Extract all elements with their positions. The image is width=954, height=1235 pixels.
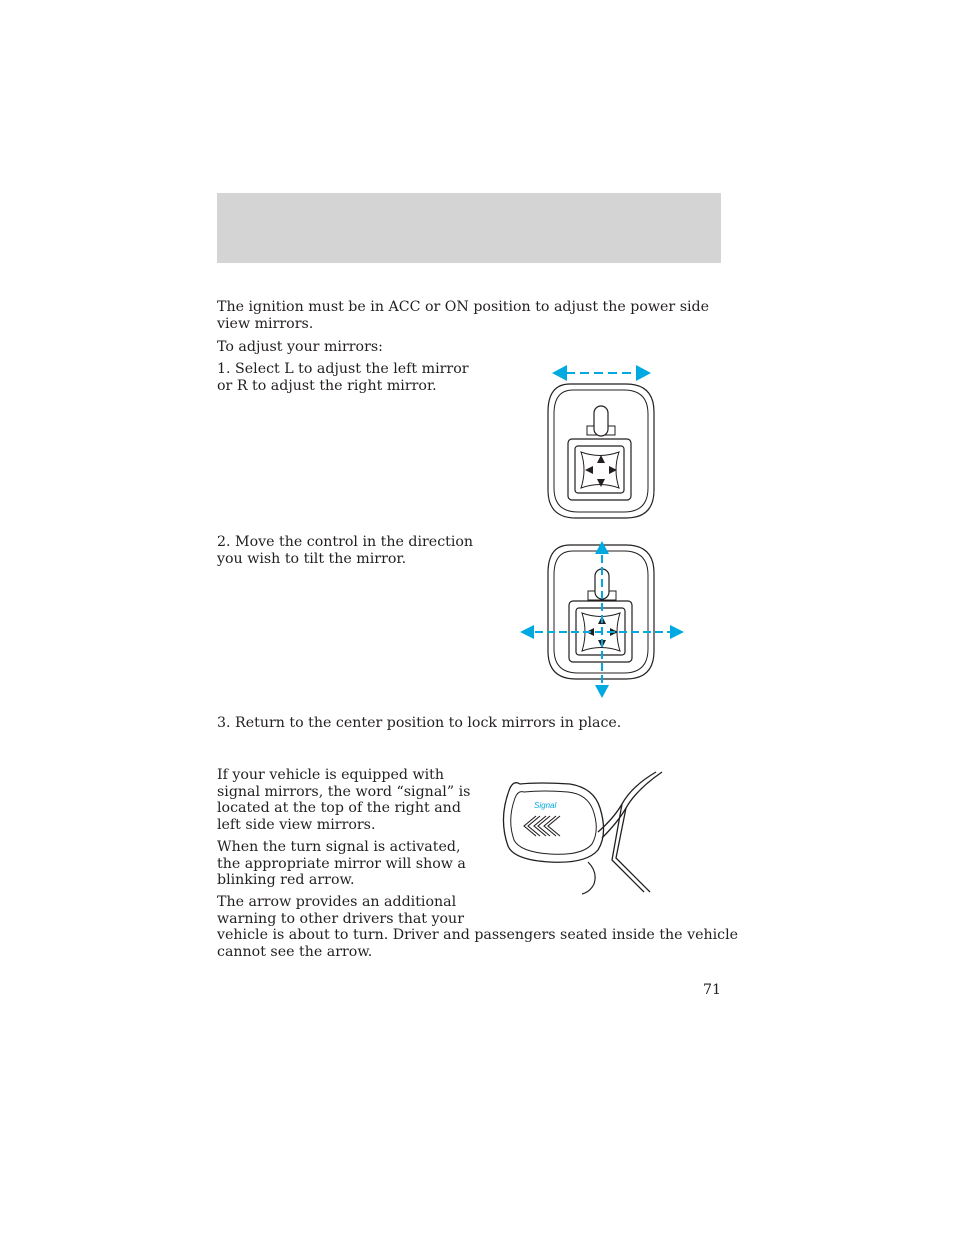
four-way-arrow-icon	[520, 541, 684, 698]
step-2-text: 2. Move the control in the direction you wish to tilt the mirror.	[217, 534, 474, 567]
mirror-control-switch-icon	[548, 384, 654, 518]
page-number: 71	[702, 982, 721, 998]
turn-signal-arrow-icon	[524, 816, 560, 836]
step-3-text: 3. Return to the center position to lock mirrors in place.	[217, 715, 622, 731]
step-1-text: 1. Select L to adjust the left mirror or R to adjust the right mirror.	[217, 361, 469, 394]
signal-word-label: Signal	[534, 801, 557, 810]
signal-paragraph-1: If your vehicle is equipped with signal mirrors, the word “signal” is located at the top of the right and left side view mirrors.	[217, 767, 471, 833]
section-header-bar	[217, 193, 721, 263]
intro-paragraph: The ignition must be in ACC or ON position to adjust the power side view mirrors.	[217, 299, 710, 332]
side-mirror-icon	[503, 772, 662, 894]
signal-mirror-figure	[490, 768, 675, 898]
mirror-tilt-figure	[515, 537, 690, 702]
mirror-select-figure	[540, 360, 665, 525]
signal-paragraph-3: The arrow provides an additional warning to other drivers that your vehicle is about to turn. Driver and passengers seated inside the vehicle cannot see the arrow.	[217, 894, 739, 960]
left-right-arrow-icon	[552, 365, 651, 381]
adjust-heading: To adjust your mirrors:	[217, 339, 383, 355]
signal-paragraph-2: When the turn signal is activated, the appropriate mirror will show a blinking red arrow.	[217, 839, 466, 888]
